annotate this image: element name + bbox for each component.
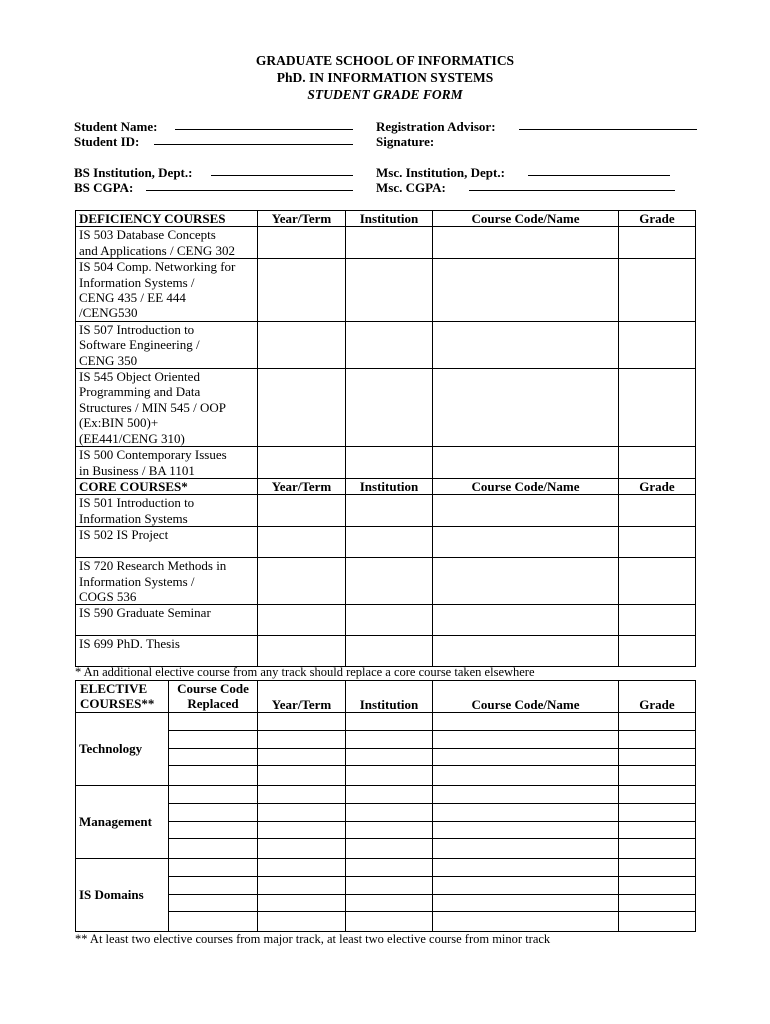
course-code-cell[interactable] xyxy=(433,527,619,558)
student-id-label: Student ID: xyxy=(74,134,140,149)
grade-cells[interactable] xyxy=(619,786,696,859)
courses-table xyxy=(75,210,696,667)
year-term-cell[interactable] xyxy=(258,259,346,322)
grade-cells[interactable] xyxy=(619,859,696,932)
course-code-name-header: Course Code/Name xyxy=(433,681,619,713)
year-term-cell[interactable] xyxy=(258,558,346,605)
course-name: IS 502 IS Project xyxy=(76,527,258,558)
year-term-cell[interactable] xyxy=(258,495,346,527)
table-row xyxy=(76,259,696,322)
course-name: IS 501 Introduction to Information Systems xyxy=(76,495,258,527)
year-term-cell[interactable] xyxy=(258,636,346,667)
course-code-cells[interactable] xyxy=(433,713,619,786)
course-name: IS 699 PhD. Thesis xyxy=(76,636,258,667)
year-term-cells[interactable] xyxy=(258,786,346,859)
elective-track-row xyxy=(76,713,696,786)
replaced-cells[interactable] xyxy=(169,786,258,859)
course-code-cell[interactable] xyxy=(433,227,619,259)
form-title-line3: STUDENT GRADE FORM xyxy=(307,87,463,102)
grade-cells[interactable] xyxy=(619,713,696,786)
grade-cell[interactable] xyxy=(619,369,696,447)
grade-cell[interactable] xyxy=(619,558,696,605)
elective-heading: ELECTIVE COURSES** xyxy=(76,681,169,713)
grade-cell[interactable] xyxy=(619,636,696,667)
course-name: IS 590 Graduate Seminar xyxy=(76,605,258,636)
course-name: IS 503 Database Concepts and Applications / CENG 302 xyxy=(76,227,258,259)
course-code-cell[interactable] xyxy=(433,495,619,527)
institution-cell[interactable] xyxy=(346,636,433,667)
year-term-cell[interactable] xyxy=(258,447,346,479)
table-row xyxy=(76,527,696,558)
year-term-header: Year/Term xyxy=(258,211,346,227)
track-management: Management xyxy=(76,786,169,859)
institution-cell[interactable] xyxy=(346,259,433,322)
bs-cgpa-label: BS CGPA: xyxy=(74,180,134,195)
institution-cell[interactable] xyxy=(346,527,433,558)
grade-cell[interactable] xyxy=(619,605,696,636)
course-name: IS 720 Research Methods in Information Systems / COGS 536 xyxy=(76,558,258,605)
registration-advisor-label: Registration Advisor: xyxy=(376,119,496,134)
msc-cgpa-label: Msc. CGPA: xyxy=(376,180,446,195)
student-id-field[interactable] xyxy=(154,144,353,145)
table-row xyxy=(76,605,696,636)
institution-cells[interactable] xyxy=(346,786,433,859)
course-code-cell[interactable] xyxy=(433,558,619,605)
signature-label: Signature: xyxy=(376,134,435,149)
track-is-domains: IS Domains xyxy=(76,859,169,932)
registration-advisor-field[interactable] xyxy=(519,129,697,130)
course-code-cell[interactable] xyxy=(433,636,619,667)
elective-footnote: ** At least two elective courses from major track, at least two elective course from minor track xyxy=(75,932,551,946)
deficiency-heading: DEFICIENCY COURSES xyxy=(76,211,258,227)
course-code-name-header: Course Code/Name xyxy=(433,478,619,494)
grade-cell[interactable] xyxy=(619,259,696,322)
grade-header: Grade xyxy=(619,681,696,713)
course-code-cell[interactable] xyxy=(433,447,619,479)
institution-header: Institution xyxy=(346,478,433,494)
table-row xyxy=(76,558,696,605)
bs-institution-label: BS Institution, Dept.: xyxy=(74,165,193,180)
year-term-cells[interactable] xyxy=(258,859,346,932)
replaced-cells[interactable] xyxy=(169,713,258,786)
course-name: IS 507 Introduction to Software Engineering / CENG 350 xyxy=(76,321,258,368)
institution-cell[interactable] xyxy=(346,495,433,527)
course-code-cells[interactable] xyxy=(433,786,619,859)
course-name: IS 504 Comp. Networking for Information Systems / CENG 435 / EE 444 /CENG530 xyxy=(76,259,258,322)
institution-cell[interactable] xyxy=(346,227,433,259)
msc-institution-label: Msc. Institution, Dept.: xyxy=(376,165,505,180)
student-name-label: Student Name: xyxy=(74,119,158,134)
institution-cells[interactable] xyxy=(346,859,433,932)
year-term-cells[interactable] xyxy=(258,713,346,786)
course-name: IS 500 Contemporary Issues in Business / BA 1101 xyxy=(76,447,258,479)
core-footnote: * An additional elective course from any track should replace a core course taken elsewhere xyxy=(75,665,535,679)
msc-cgpa-field[interactable] xyxy=(469,190,675,191)
table-row xyxy=(76,321,696,368)
institution-cell[interactable] xyxy=(346,321,433,368)
institution-header: Institution xyxy=(346,681,433,713)
course-name: IS 545 Object Oriented Programming and Data Structures / MIN 545 / OOP (Ex:BIN 500)+ (EE441/CENG 310) xyxy=(76,369,258,447)
course-code-cells[interactable] xyxy=(433,859,619,932)
table-row xyxy=(76,447,696,479)
course-code-cell[interactable] xyxy=(433,605,619,636)
student-name-field[interactable] xyxy=(175,129,353,130)
replaced-cells[interactable] xyxy=(169,859,258,932)
grade-cell[interactable] xyxy=(619,321,696,368)
core-header-row xyxy=(76,478,696,494)
course-code-cell[interactable] xyxy=(433,369,619,447)
year-term-cell[interactable] xyxy=(258,369,346,447)
institution-cell[interactable] xyxy=(346,605,433,636)
grade-cell[interactable] xyxy=(619,495,696,527)
institution-cells[interactable] xyxy=(346,713,433,786)
grade-cell[interactable] xyxy=(619,527,696,558)
track-technology: Technology xyxy=(76,713,169,786)
institution-cell[interactable] xyxy=(346,558,433,605)
table-row xyxy=(76,636,696,667)
table-row xyxy=(76,369,696,447)
table-row xyxy=(76,227,696,259)
grade-cell[interactable] xyxy=(619,227,696,259)
deficiency-header-row xyxy=(76,211,696,227)
grade-header: Grade xyxy=(619,211,696,227)
form-title-line2: PhD. IN INFORMATION SYSTEMS xyxy=(276,70,494,85)
course-code-cell[interactable] xyxy=(433,321,619,368)
elective-table xyxy=(75,680,696,932)
elective-header-row xyxy=(76,681,696,713)
institution-cell[interactable] xyxy=(346,447,433,479)
elective-track-row xyxy=(76,786,696,859)
year-term-cell[interactable] xyxy=(258,321,346,368)
year-term-header: Year/Term xyxy=(258,478,346,494)
elective-track-row xyxy=(76,859,696,932)
year-term-cell[interactable] xyxy=(258,227,346,259)
form-title-line1: GRADUATE SCHOOL OF INFORMATICS xyxy=(255,53,515,68)
year-term-cell[interactable] xyxy=(258,605,346,636)
bs-cgpa-field[interactable] xyxy=(146,190,353,191)
year-term-header: Year/Term xyxy=(258,681,346,713)
msc-institution-field[interactable] xyxy=(528,175,670,176)
year-term-cell[interactable] xyxy=(258,527,346,558)
bs-institution-field[interactable] xyxy=(211,175,353,176)
institution-cell[interactable] xyxy=(346,369,433,447)
table-row xyxy=(76,495,696,527)
core-heading: CORE COURSES* xyxy=(76,478,258,494)
grade-header: Grade xyxy=(619,478,696,494)
course-code-name-header: Course Code/Name xyxy=(433,211,619,227)
replaced-header: Course Code Replaced xyxy=(169,681,258,713)
institution-header: Institution xyxy=(346,211,433,227)
course-code-cell[interactable] xyxy=(433,259,619,322)
grade-cell[interactable] xyxy=(619,447,696,479)
